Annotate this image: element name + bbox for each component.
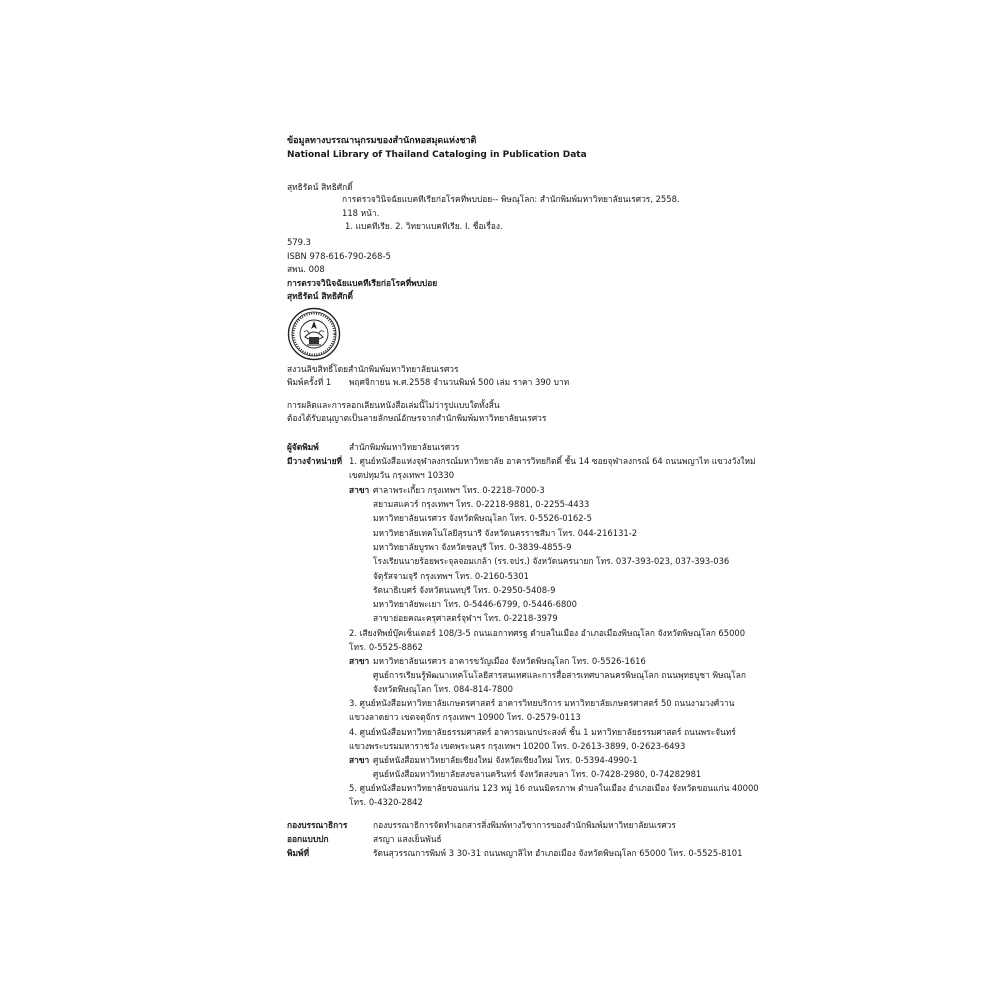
catalog-spn: สพน. 008: [287, 264, 325, 274]
branch-label: สาขา: [349, 485, 370, 495]
cover-design-value: สรญา แสงเย็นพันธ์: [373, 834, 442, 844]
printer-value: รัตนสุวรรณการพิมพ์ 3 30-31 ถนนพญาลิไท อำเภอเมือง จังหวัดพิษณุโลก 65000 โทร. 0-5525-8101: [373, 848, 743, 858]
edition-label: พิมพ์ครั้งที่ 1: [287, 377, 332, 387]
distributor-line: ศูนย์หนังสือมหาวิทยาลัยสงขลานครินทร์ จังหวัดสงขลา โทร. 0-7428-2980, 0-74282981: [373, 769, 702, 779]
distributor-line: โรงเรียนนายร้อยพระจุลจอมเกล้า (รร.จปร.) จังหวัดนครนายก โทร. 037-393-023, 037-393-036: [373, 556, 730, 566]
distributor-line: ศาลาพระเกี้ยว กรุงเทพฯ โทร. 0-2218-7000-3: [373, 485, 545, 495]
copyright-line: สงวนลิขสิทธิ์โดยสำนักพิมพ์มหาวิทยาลัยนเรศวร: [287, 364, 459, 374]
distributor-line: แขวงลาดยาว เขตจตุจักร กรุงเทพฯ 10900 โทร. 0-2579-0113: [349, 712, 581, 722]
distributor-line: 3. ศูนย์หนังสือมหาวิทยาลัยเกษตรศาสตร์ อาคารวิทยบริการ มหาวิทยาลัยเกษตรศาสตร์ 50 ถนนงามวงศ์วาน: [349, 698, 735, 708]
distributor-line: แขวงพระบรมมหาราชวัง เขตพระนคร กรุงเทพฯ 10200 โทร. 0-2613-3899, 0-2623-6493: [349, 741, 686, 751]
distributor-line: มหาวิทยาลัยเทคโนโลยีสุรนารี จังหวัดนครราชสีมา โทร. 044-216131-2: [373, 528, 638, 538]
book-title: การตรวจวินิจฉัยแบคทีเรียก่อโรคที่พบบ่อย: [287, 278, 438, 288]
notice-line-2: ต้องได้รับอนุญาตเป็นลายลักษณ์อักษรจากสำนักพิมพ์มหาวิทยาลัยนเรศวร: [287, 413, 547, 423]
catalog-subjects: 1. แบคทีเรีย. 2. วิทยาแบคทีเรีย. I. ชื่อเรื่อง.: [345, 221, 503, 231]
distributor-line: มหาวิทยาลัยนเรศวร อาคารขวัญเมือง จังหวัดพิษณุโลก โทร. 0-5526-1616: [373, 656, 646, 666]
distributor-line: ศูนย์การเรียนรู้พัฒนาเทคโนโลยีสารสนเทศและการสื่อสารเทศบาลนครพิษณุโลก ถนนพุทธบูชา พิษณุโลก: [373, 670, 746, 680]
distributor-line: โทร. 0-5525-8862: [349, 642, 423, 652]
distributor-line: 5. ศูนย์หนังสือมหาวิทยาลัยขอนแก่น 123 หมู่ 16 ถนนมิตรภาพ ตำบลในเมือง อำเภอเมือง จังหวัดขอนแก่น 40000: [349, 783, 759, 793]
distributor-line: รัตนาธิเบศร์ จังหวัดนนทบุรี โทร. 0-2950-5408-9: [373, 585, 556, 595]
distributor-line: 2. เสียงทิพย์บุ๊คเซ็นเตอร์ 108/3-5 ถนนเอกาทศรฐ ตำบลในเมือง อำเภอเมืองพิษณุโลก จังหวัดพิษณุโลก 65000: [349, 628, 746, 638]
university-seal-icon: [287, 307, 341, 361]
distributor-line: สยามสแควร์ กรุงเทพฯ โทร. 0-2218-9881, 0-2255-4433: [373, 499, 590, 509]
printer-label: พิมพ์ที่: [287, 848, 310, 858]
distributor-line: 1. ศูนย์หนังสือแห่งจุฬาลงกรณ์มหาวิทยาลัย อาคารวิทยกิตติ์ ชั้น 14 ซอยจุฬาลงกรณ์ 64 ถนนพญาไท แขวงวังใหม่: [349, 456, 756, 466]
publisher-label: ผู้จัดพิมพ์: [287, 442, 319, 452]
catalog-pages: 118 หน้า.: [342, 208, 380, 218]
distributor-line: จังหวัดพิษณุโลก โทร. 084-814-7800: [373, 684, 514, 694]
distributor-line: เขตปทุมวัน กรุงเทพฯ 10330: [349, 470, 455, 480]
catalog-class-number: 579.3: [287, 237, 311, 247]
distributor-line: โทร. 0-4320-2842: [349, 797, 423, 807]
catalog-author: สุทธิรัตน์ สิทธิศักดิ์: [287, 182, 353, 192]
distributor-line: จัตุรัสจามจุรี กรุงเทพฯ โทร. 0-2160-5301: [373, 571, 529, 581]
cip-header-thai: ข้อมูลทางบรรณานุกรมของสำนักหอสมุดแห่งชาติ: [287, 136, 477, 146]
distributor-line: สาขาย่อยคณะครุศาสตร์จุฬาฯ โทร. 0-2218-3979: [373, 613, 558, 623]
distributor-line: มหาวิทยาลัยนเรศวร จังหวัดพิษณุโลก โทร. 0-5526-0162-5: [373, 513, 592, 523]
edition-value: พฤศจิกายน พ.ศ.2558 จำนวนพิมพ์ 500 เล่ม ราคา 390 บาท: [349, 377, 570, 387]
editor-value: กองบรรณาธิการจัดทำเอกสารสิ่งพิมพ์ทางวิชาการของสำนักพิมพ์มหาวิทยาลัยนเรศวร: [373, 820, 676, 830]
catalog-title-line: การตรวจวินิจฉัยแบคทีเรียก่อโรคที่พบบ่อย-- พิษณุโลก: สำนักพิมพ์มหาวิทยาลัยนเรศวร, 2558.: [342, 194, 680, 204]
distributor-line: มหาวิทยาลัยพะเยา โทร. 0-5446-6799, 0-5446-6800: [373, 599, 577, 609]
distributors-label: มีวางจำหน่ายที่: [287, 456, 343, 466]
catalog-isbn: ISBN 978-616-790-268-5: [287, 251, 391, 261]
book-author: สุทธิรัตน์ สิทธิศักดิ์: [287, 291, 353, 301]
cover-design-label: ออกแบบปก: [287, 834, 329, 844]
cip-header-english: National Library of Thailand Cataloging in Publication Data: [287, 150, 587, 160]
distributor-line: มหาวิทยาลัยบูรพา จังหวัดชลบุรี โทร. 0-3839-4855-9: [373, 542, 572, 552]
editor-label: กองบรรณาธิการ: [287, 820, 348, 830]
branch-label: สาขา: [349, 755, 370, 765]
publisher-value: สำนักพิมพ์มหาวิทยาลัยนเรศวร: [349, 442, 460, 452]
distributor-line: ศูนย์หนังสือมหาวิทยาลัยเชียงใหม่ จังหวัดเชียงใหม่ โทร. 0-5394-4990-1: [373, 755, 638, 765]
distributor-line: 4. ศูนย์หนังสือมหาวิทยาลัยธรรมศาสตร์ อาคารอเนกประสงค์ ชั้น 1 มหาวิทยาลัยธรรมศาสตร์ ถนนพระจันทร์: [349, 727, 736, 737]
branch-label: สาขา: [349, 656, 370, 666]
notice-line-1: การผลิตและการลอกเลียนหนังสือเล่มนี้ไม่ว่ารูปแบบใดทั้งสิ้น: [287, 400, 500, 410]
